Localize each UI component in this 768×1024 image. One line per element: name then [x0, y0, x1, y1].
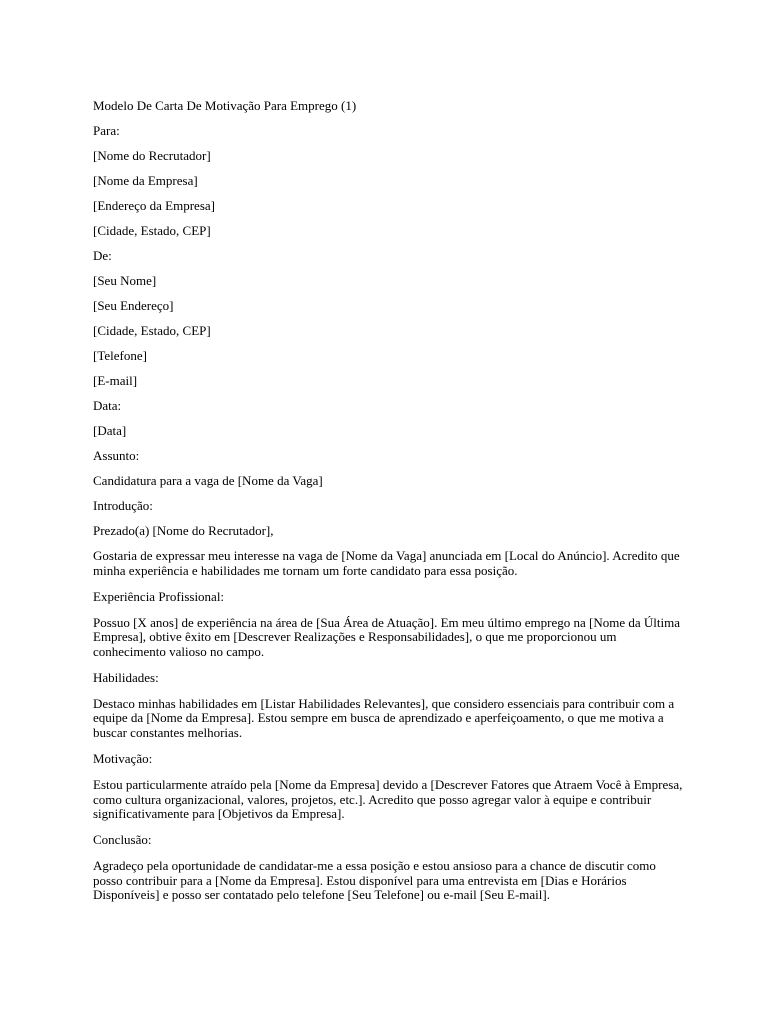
salutation: Prezado(a) [Nome do Recrutador], — [93, 523, 274, 538]
recipient-company: [Nome da Empresa] — [93, 173, 198, 188]
date-value: [Data] — [93, 423, 127, 438]
intro-heading: Introdução: — [93, 498, 153, 513]
recipient-name: [Nome do Recrutador] — [93, 148, 211, 163]
subject-label: Assunto: — [93, 448, 140, 463]
intro-paragraph: Gostaria de expressar meu interesse na vaga de [Nome da Vaga] anunciada em [Local do Anúncio]. Acredito que minha experiência e habilidades me tornam um forte candidato para essa posição. — [93, 548, 680, 578]
skills-heading: Habilidades: — [93, 669, 159, 685]
conclusion-heading: Conclusão: — [93, 832, 152, 848]
sender-email: [E-mail] — [93, 373, 138, 388]
document-title: Modelo De Carta De Motivação Para Emprego (1) — [93, 98, 357, 113]
motivation-heading: Motivação: — [93, 750, 153, 766]
recipient-city: [Cidade, Estado, CEP] — [93, 223, 211, 238]
date-label: Data: — [93, 398, 122, 413]
experience-heading: Experiência Profissional: — [93, 588, 225, 604]
subject-value: Candidatura para a vaga de [Nome da Vaga] — [93, 473, 323, 488]
sender-name: [Seu Nome] — [93, 273, 157, 288]
sender-address: [Seu Endereço] — [93, 298, 174, 313]
from-label: De: — [93, 248, 112, 263]
conclusion-paragraph: Agradeço pela oportunidade de candidatar-me a essa posição e estou ansioso para a chance de discutir como posso contribuir para a [Nome da Empresa]. Estou disponível para uma entrevista em [Dias e Horários Disponíveis] e posso ser contatado pelo telefone [Seu Telefone] ou e-mail [Seu E-mail]. — [93, 858, 656, 903]
skills-paragraph: Destaco minhas habilidades em [Listar Habilidades Relevantes], que considero essenciais para contribuir com a equipe da [Nome da Empresa]. Estou sempre em busca de aprendizado e aperfeiçoamento, o que me motiva a buscar constantes melhorias. — [93, 695, 675, 740]
letter-body — [93, 99, 683, 914]
sender-city: [Cidade, Estado, CEP] — [93, 323, 211, 338]
experience-paragraph: Possuo [X anos] de experiência na área de [Sua Área de Atuação]. Em meu último emprego na [Nome da Última Empresa], obtive êxito em [Descrever Realizações e Responsabilidades], o que me proporcionou um conhecimento valioso no campo. — [93, 614, 680, 659]
recipient-address: [Endereço da Empresa] — [93, 198, 215, 213]
to-label: Para: — [93, 123, 120, 138]
sender-phone: [Telefone] — [93, 348, 147, 363]
motivation-paragraph: Estou particularmente atraído pela [Nome da Empresa] devido a [Descrever Fatores que Atraem Você à Empresa, como cultura organizacional, valores, projetos, etc.]. Acredito que posso agregar valor à equipe e contribuir significativamente para [Objetivos da Empresa]. — [93, 777, 683, 822]
